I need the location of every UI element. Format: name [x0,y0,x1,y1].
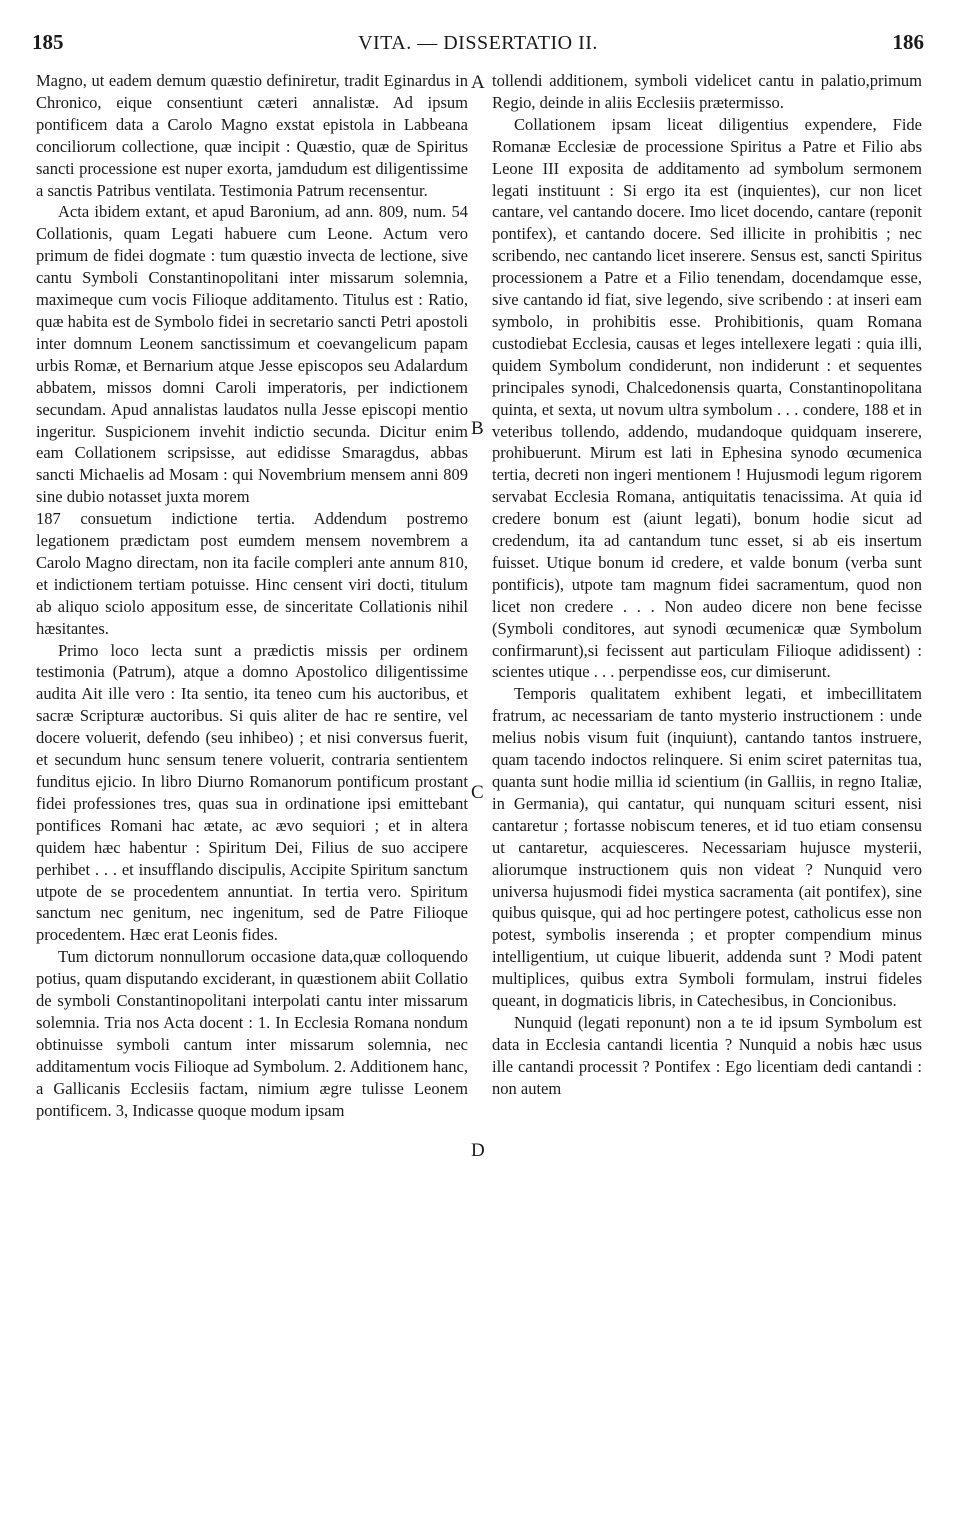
left-column [36,70,468,1122]
paragraph: Magno, ut eadem demum quæstio definiretur, tradit Eginardus in Chronico, eique consentiunt cæteri annalistæ. Ad ipsum pontificem data a Carolo Magno exstat epistola in Labbeana conciliorum collectione, quæ incipit : Quæstio, quæ de Spiritus sancti processione est nuper exorta, jamdudum est diligentissime a sanctis Patribus ventilata. Testimonia Patrum recensentur. [36,71,468,200]
margin-marker-c: C [471,782,484,803]
paragraph: Tum dictorum nonnullorum occasione data,quæ colloquendo potius, quam disputando exciderant, in quæstionem abiit Collatio de symboli Constantinopolitani interpolati cantu inter missarum solemnia. Tria nos Acta docent : 1. In Ecclesia Romana nondum obtinuisse symboli cantum inter missarum solemnia, nec additamentum vocis Filioque ad Symbolum. 2. Additionem hanc, a Gallicanis Ecclesiis factam, nimium ægre tulisse Leonem pontificem. 3, Indicasse quoque modum ipsam [36,947,468,1120]
right-column [492,70,922,1100]
margin-marker-b: B [471,418,484,439]
paragraph: Acta ibidem extant, et apud Baronium, ad ann. 809, num. 54 Collationis, quam Legati habuere cum Leone. Actum vero primum de fidei dogmate : tum quæstio invecta de lectione, sive cantu Symboli Constantinopolitani inter missarum solemnia, maximeque cum vocis Filioque additamento. Titulus est : Ratio, quæ habita est de Symbolo fidei in secretario sancti Petri apostoli inter domnum Leonem sanctissimum et coevangelicum papam urbis Romæ, et Bernarium atque Jesse episcopos seu Adalardum abbatem, missos domni Caroli imperatoris, per indictionem secundam. Apud annalistas laudatos nulla Jesse episcopi mentio ingeritur. Suspicionem invehit indictio secunda. Dicitur enim eam Collationem scripsisse, aut edidisse Smaragdus, abbas sancti Michaelis ad Mosam : qui Novembrium mensem anni 809 sine dubio notasset juxta morem [36,202,468,507]
margin-marker-d: D [471,1140,485,1161]
paragraph: Primo loco lecta sunt a prædictis missis per ordinem testimonia (Patrum), atque a domno Apostolico diligentissime audita Ait ille vero : Ita sentio, ita teneo cum his auctoribus, et sacræ Scripturæ auctoribus. Si quis aliter de hac re sentire, vel docere voluerit, defendo (seu inhibeo) ; et nisi conversus fuerit, et secundum hunc sensum tenere voluerit, contraria sentientem funditus ejicio. In libro Diurno Romanorum pontificum prostant fidei professiones tres, quas sua in ordinatione ipsi emittebant pontifices Romani hac ætate, ac ævo sequiori ; et in altera quidem hæc habentur : Spiritum Dei, Filius de suo accipere perhibet . . . et insufflando discipulis, Accipite Spiritum sanctum utpote de se procedentem annuntiat. In tertia vero. Spiritum sanctum nec genitum, nec ingenitum, sed de Patre Filioque procedentem. Hæc erat Leonis fides. [36,640,468,945]
paragraph: Temporis qualitatem exhibent legati, et imbecillitatem fratrum, ac necessariam de tanto mysterio instructionem : unde melius nobis visum fuit (inquiunt), cantando tantos instruere, quam tacendo indoctos relinquere. Si enim sciret paternitas tua, quanta sunt hodie millia id scientium (in Galliis, in regno Italiæ, in Germania), qui cantatur, qui nunquam scituri essent, nisi cantaretur ; fortasse nobiscum teneres, et id tuo etiam consensu ut cantaretur, acquiesceres. Necessariam hujusce mysterii, aliorumque instructionem quis non videat ? Nunquid vero universa hujusmodi fidei mystica sacramenta (ait pontifex), sine quibus quisque, qui ad hoc pertingere potest, catholicus esse non potest, symbolis inserenda ; et propter compendium minus intelligentium, ut cuique libuerit, addenda sunt ? Modi patent multiplices, quibus extra Symboli formulam, instrui fideles queant, in dogmaticis libris, in Catechesibus, in Concionibus. [492,684,922,1011]
paragraph: tollendi additionem, symboli videlicet cantu in palatio,primum Regio, deinde in aliis Ecclesiis prætermisso. [492,71,922,112]
paragraph: Nunquid (legati reponunt) non a te id ipsum Symbolum est data in Ecclesia cantandi licentia ? Nunquid a nobis hæc usus ille cantandi processit ? Pontifex : Ego licentiam dedi cantandi : non autem [492,1012,922,1098]
paragraph: Collationem ipsam liceat diligentius expendere, Fide Romanæ Ecclesiæ de processione Spiritus a Patre et Filio abs Leone III exposita de additamento ad symbolum sermonem legati instituunt : Si ergo ita est (inquientes), cur non licet cantare, vel cantando docere. Imo licet docendo, cantare (reponit pontifex), et cantando docere. Sed illicite in prohibitis ; nec scribendo, nec cantando licet inserere. Sensus est, sancti Spiritus processionem a Patre et a Filio tenendam, docendamque esse, sive cantando id fiat, sive legendo, sive scribendo : at inseri eam symbolo, in prohibitis esse. Prohibitionis, quam Romana custodiebat Ecclesia, causas et leges intellexere legati : quia illi, quidem Symbolum condiderunt, non indiderunt : et sequentes principales synodi, Chalcedonensis quarta, Constantinopolitana quinta, et sexta, ut novum ultra symbolum . . . condere, 188 et in veteribus tollendo, addendo, mudandoque quidquam inserere, prohibuerunt. Mirum est lati in Ephesina synodo œcumenica tertia, decreti non ingeri mentionem ! Hujusmodi legum rigorem servabat Ecclesia Romana, antiquitatis tenacissima. At quia id credere bonum est (aiunt legati), bonum hodie sicut ad credendum, ita ad cantandum tunc esset, si ab eis insertum fuisset. Utique bonum id credere, et valde bonum (verba sunt pontificis), utpote tam magnum fidei sacramentum, quod non licet non credere . . . Non audeo dicere non bene fecisse (Symboli conditores, aut synodi œcumenicæ quæ Symbolum confirmarunt),si fecissent aut particulam Filioque adidissent) : scientes utique . . . perpendisse eos, cur dimiserunt. [492,114,922,682]
paragraph: 187 consuetum indictione tertia. Addendum postremo legationem prædictam post eumdem mensem novembrem a Carolo Magno directam, non ita facile compleri ante annum 810, et indictionem tertiam potuisse. Hinc censent viri docti, titulum ab aliquo sciolo appositum esse, de sinceritate Collationis nihil hæsitantes. [36,509,468,638]
page-number-left: 185 [32,30,64,54]
running-header [32,30,924,60]
running-title: VITA. — DISSERTATIO II. [358,32,598,54]
page-number-right: 186 [892,30,924,54]
margin-marker-a: A [471,72,485,93]
